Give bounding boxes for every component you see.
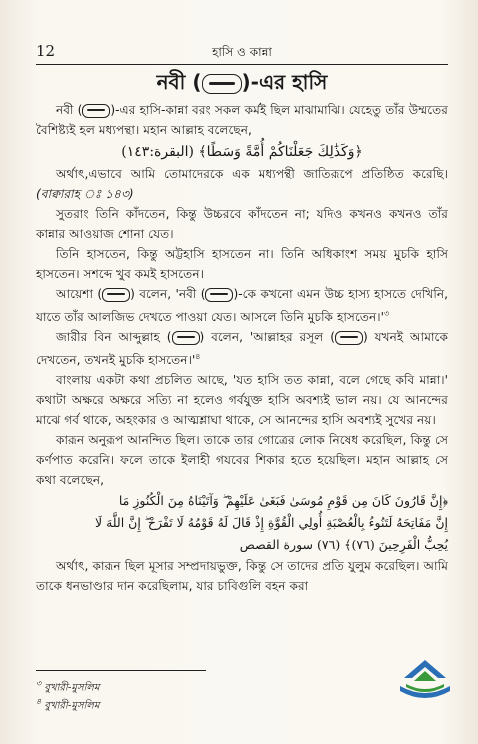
running-title: হাসি ও কান্না bbox=[212, 45, 272, 59]
paragraph-6 bbox=[36, 327, 448, 370]
salutation-seal-icon bbox=[205, 288, 233, 302]
title-suffix: )-এর হাসি bbox=[241, 70, 328, 94]
footnote-2 bbox=[36, 696, 99, 715]
paragraph-text: জারীর বিন আব্দুল্লাহ ( bbox=[56, 330, 172, 345]
salutation-seal-icon bbox=[202, 74, 242, 94]
footnote-marker: ৩ bbox=[383, 309, 390, 318]
paragraph-text: নবী ( bbox=[56, 103, 83, 117]
paragraph-text: ) বলেন, 'আল্লাহর রসূল ( bbox=[199, 330, 335, 345]
footnote-text: বুখারী-মুসলিম bbox=[44, 700, 100, 712]
publisher-logo-icon bbox=[394, 656, 456, 706]
footnote-text: বুখারী-মুসলিম bbox=[44, 682, 100, 694]
salutation-seal-icon bbox=[172, 331, 200, 345]
footnote-mark: ৪ bbox=[36, 697, 42, 706]
paragraph-text: ) যখনই আমাকে দেখতেন, তখনই মুচকি হাসতেন।' bbox=[36, 330, 448, 368]
paragraph-5 bbox=[36, 284, 448, 327]
paragraph-text: আয়েশা ( bbox=[56, 287, 103, 301]
paragraph-text: ) বলেন, 'নবী ( bbox=[130, 287, 206, 301]
arabic-line: يُحِبُّ الْفَرِحِينَ (٧٦)﴾ (٧٦) سورة القصص bbox=[239, 537, 448, 553]
page-header bbox=[36, 40, 448, 65]
footnote-1 bbox=[36, 678, 99, 697]
arabic-verse-block bbox=[36, 490, 448, 556]
footnote-mark: ৩ bbox=[36, 679, 42, 688]
paragraph-7: বাংলায় একটা কথা প্রচলিত আছে, 'যত হাসি তত কান্না, বলে গেছে কবি মান্না।' কথাটা অক্ষরে অক্ষরে সত্যি না হলেও গর্বযুক্ত হাসি অবশ্যই ভাল নয়। যে আনন্দের মাঝে গর্ব থাকে, অহংকার ও আত্মশ্লাঘা থাকে, সে আনন্দের হাসি অবশ্যই সুখের নয়। bbox=[36, 373, 448, 428]
footnote-marker: ৪ bbox=[195, 352, 201, 362]
paragraph-3: সুতরাং তিনি কাঁদতেন, কিন্তু উচ্চরবে কাঁদতেন না; যদিও কখনও কখনও তাঁর কান্নার আওয়াজ শোনা যেত। bbox=[36, 207, 448, 241]
title-prefix: নবী ( bbox=[156, 70, 202, 94]
verse-reference: (বাক্বারাহ ঃ ১৪৩) bbox=[36, 187, 134, 201]
arabic-verse: ﴿وَكَذَٰلِكَ جَعَلْنَاكُمْ أُمَّةً وَسَطًا﴾ (البقرة:١٤٣) bbox=[121, 144, 363, 160]
salutation-seal-icon bbox=[335, 331, 363, 345]
section-title bbox=[36, 68, 448, 101]
salutation-seal-icon bbox=[102, 288, 130, 302]
paragraph-text: )-কে কখনো এমন উচ্চ হাস্য হাসতে দেখিনি, যাতে তাঁর আলজিভ দেখতে পাওয়া যেত। আসলে তিনি মুচকি হাসতেন।' bbox=[36, 287, 449, 325]
arabic-line: ﴿إِنَّ قَارُونَ كَانَ مِن قَوْمِ مُوسَىٰ فَبَغَىٰ عَلَيْهِمْ ۖ وَآتَيْنَاهُ مِنَ الْكُنُوزِ مَا bbox=[118, 493, 448, 509]
page-body bbox=[36, 100, 448, 596]
paragraph-1 bbox=[36, 100, 448, 140]
arabic-line: إِنَّ مَفَاتِحَهُ لَتَنُوءُ بِالْعُصْبَةِ أُولِي الْقُوَّةِ إِذْ قَالَ لَهُ قَوْمُهُ لَا تَفْرَحْ ۖ إِنَّ اللَّهَ لَا bbox=[94, 515, 448, 531]
paragraph-text: )-এর হাসি-কান্না বরং সকল কর্মই ছিল মাঝামাঝি। যেহেতু তাঁর উম্মতের বৈশিষ্ট্যই হল মধ্যপন্থা। মহান আল্লাহ বলেছেন, bbox=[36, 103, 448, 137]
footnote-divider bbox=[36, 670, 206, 671]
paragraph-8: কারূন অনুরূপ আনন্দিত ছিল। তাকে তার গোত্রের লোক নিষেধ করেছিল, কিন্তু সে কর্ণপাত করেনি। ফলে তাকে ইলাহী গযবের শিকার হতে হয়েছিল। মহান আল্লাহ সে কথা বলেছেন, bbox=[36, 433, 448, 488]
paragraph-4: তিনি হাসতেন, কিন্তু অট্টহাসি হাসতেন না। তিনি অধিকাংশ সময় মুচকি হাসি হাসতেন। সশব্দে খুব কমই হাসতেন। bbox=[36, 247, 448, 281]
paragraph-2 bbox=[36, 164, 448, 204]
page-number: 12 bbox=[36, 42, 56, 60]
paragraph-9: অর্থাৎ, কারূন ছিল মূসার সম্প্রদায়ভুক্ত, কিন্তু সে তাদের প্রতি যুলুম করেছিল। আমি তাকে ধনভাণ্ডার দান করেছিলাম, যার চাবিগুলি বহন করা bbox=[36, 559, 448, 594]
paragraph-text: অর্থাৎ,এভাবে আমি তোমাদেরকে এক মধ্যপন্থী জাতিরূপে প্রতিষ্ঠিত করেছি। bbox=[56, 167, 448, 181]
salutation-seal-icon bbox=[82, 104, 110, 118]
